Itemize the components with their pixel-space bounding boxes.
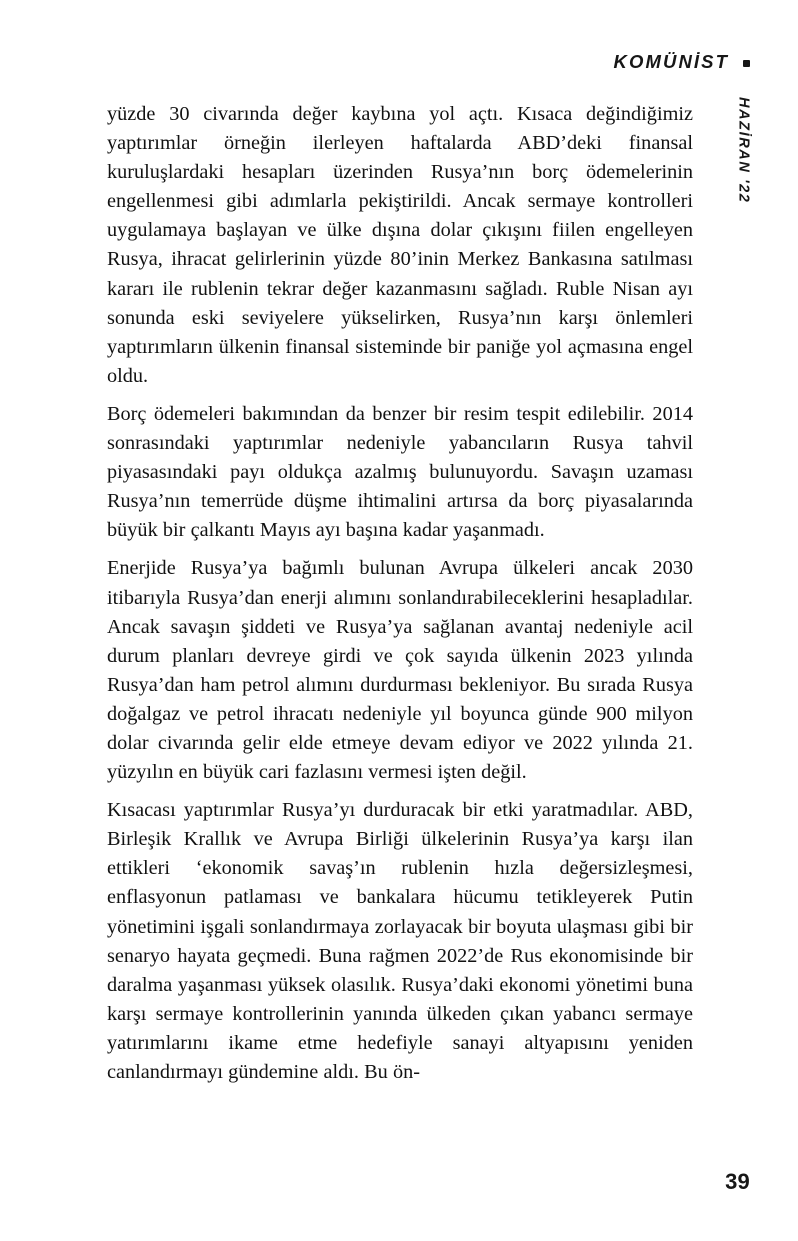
paragraph: Borç ödemeleri bakımından da benzer bir resim tespit edilebilir. 2014 sonrasındaki yaptırımlar nedeniyle yabancıların Rusya tahvil piyasasındaki payı oldukça azalmış bulunuyordu. Savaşın uzaması Rusya’nın temerrüde düşme ihtimalini artırsa da borç piyasalarında büyük bir çalkantı Mayıs ayı başına kadar yaşanmadı. xyxy=(107,402,693,542)
masthead-title: KOMÜNİST xyxy=(613,51,729,72)
page-number: 39 xyxy=(725,1169,750,1194)
issue-date-tag xyxy=(736,97,758,227)
paragraph: Kısacası yaptırımlar Rusya’yı durduracak bir etki yaratmadılar. ABD, Birleşik Krallık ve Avrupa Birliği ülkelerinin Rusya’ya karşı ilan ettikleri ‘ekonomik savaş’ın rublenin hızla değersizleşmesi, enflasyonun patlaması ve bankalara hücumu tetikleyerek Putin yönetimini işgali sonlandırmaya zorlayacak bir boyuta ulaşması gibi bir senaryo hayata geçmedi. Buna rağmen 2022’de Rus ekonomisinde bir daralma yaşanması yüksek olasılık. Rusya’daki ekonomi yönetimi buna karşı sermaye kontrollerinin yanında ülkeden çıkan yabancı sermaye yatırımlarını ikame etme hedefiyle sanayi altyapısını yeniden canlandırmayı gündemine aldı. Bu ön- xyxy=(107,799,693,1083)
paragraph: yüzde 30 civarında değer kaybına yol açtı. Kısaca değindiğimiz yaptırımlar örneğin ilerleyen haftalarda ABD’deki finansal kuruluşlardaki hesapları üzerinden Rusya’nın borç ödemelerinin engellenmesi gibi adımlarla pekiştirildi. Ancak sermaye kontrolleri uygulamaya başlayan ve ülke dışına dolar çıkışını fiilen engelleyen Rusya, ihracat gelirlerinin yüzde 80’inin Merkez Bankasına satılması kararı ile rublenin tekrar değer kazanmasını sağladı. Ruble Nisan ayı sonunda eski seviyelere yükselirken, Rusya’nın karşı önlemleri yaptırımların ülkenin finansal sisteminde bir paniğe yol açmasına engel oldu. xyxy=(107,103,693,387)
issue-date-label: HAZİRAN '22 xyxy=(735,97,752,204)
body-text-column xyxy=(107,100,693,1087)
running-head xyxy=(614,53,750,72)
paragraph: Enerjide Rusya’ya bağımlı bulunan Avrupa ülkeleri ancak 2030 itibarıyla Rusya’dan enerji alımını sonlandırabileceklerini hesapladılar. Ancak savaşın şiddeti ve Rusya’ya sağlanan avantaj nedeniyle acil durum planları devreye girdi ve çok sayıda ülkenin 2023 yılında Rusya’dan ham petrol alımını durdurması bekleniyor. Bu sırada Rusya doğalgaz ve petrol ihracatı nedeniyle yıl boyunca günde 900 milyon dolar civarında gelir elde etmeye devam ediyor ve 2022 yılında 21. yüzyılın en büyük cari fazlasını vermesi işten değil. xyxy=(107,557,693,784)
bullet-dot-icon xyxy=(743,60,750,67)
